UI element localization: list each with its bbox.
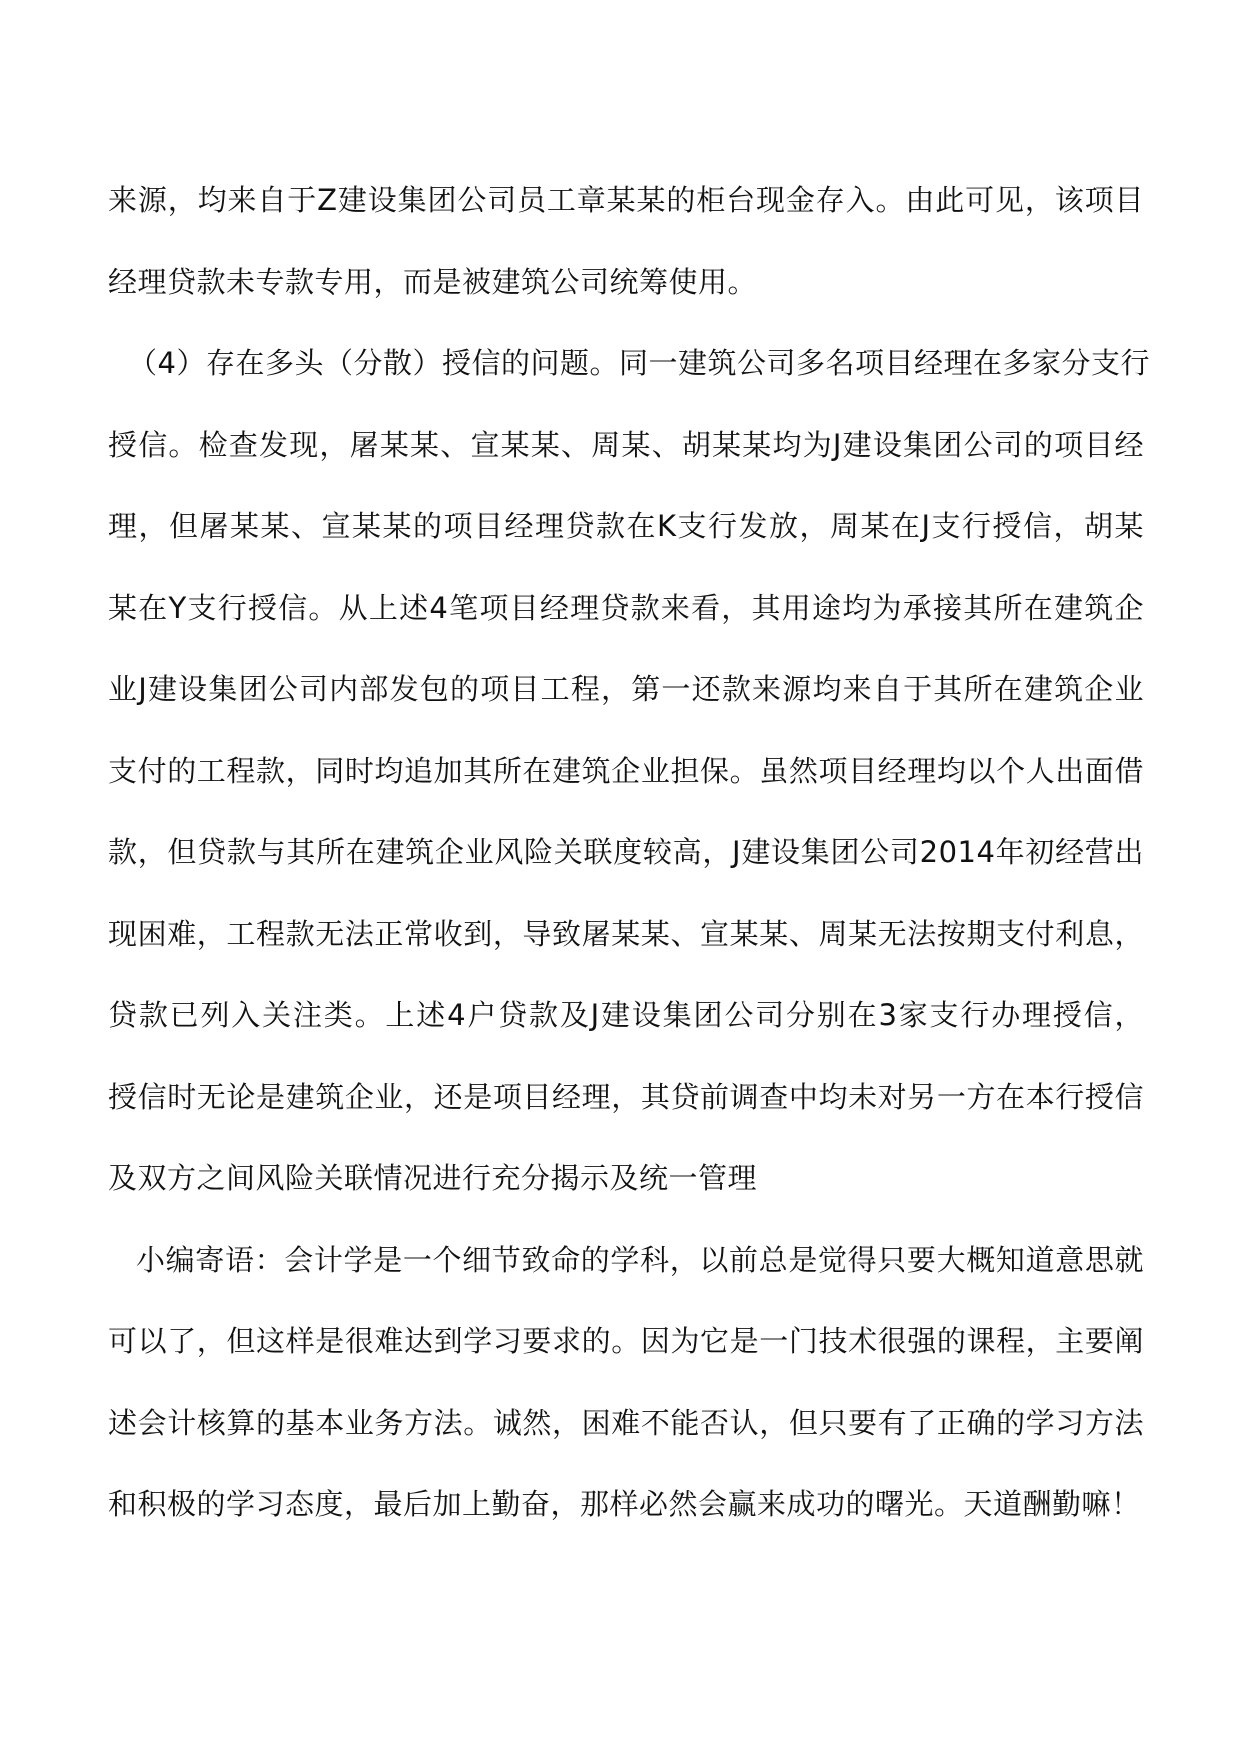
text-line: 支付的工程款，同时均追加其所在建筑企业担保。虽然项目经理均以个人出面借	[108, 753, 1144, 788]
text-line: 业J建设集团公司内部发包的项目工程，第一还款来源均来自于其所在建筑企业	[108, 672, 1144, 706]
paragraph-multiple-credit	[108, 323, 1150, 1220]
text-line: 理，但屠某某、宣某某的项目经理贷款在K支行发放，周某在J支行授信，胡某	[108, 509, 1144, 543]
text-line: 经理贷款未专款专用，而是被建筑公司统筹使用。	[108, 264, 758, 299]
text-line: 授信。检查发现，屠某某、宣某某、周某、胡某某均为J建设集团公司的项目经	[108, 427, 1144, 462]
text-line: 和积极的学习态度，最后加上勤奋，那样必然会赢来成功的曙光。天道酬勤嘛！	[108, 1487, 1141, 1521]
text-line: 及双方之间风险关联情况进行充分揭示及统一管理	[108, 1161, 758, 1195]
paragraph-credit-usage	[108, 160, 1144, 323]
text-line: 可以了，但这样是很难达到学习要求的。因为它是一门技术很强的课程，主要阐	[108, 1324, 1144, 1358]
text-line: 小编寄语：会计学是一个细节致命的学科，以前总是觉得只要大概知道意思就	[136, 1242, 1144, 1277]
text-line: 款，但贷款与其所在建筑企业风险关联度较高，J建设集团公司2014年初经营出	[108, 835, 1144, 869]
text-line: （4）存在多头（分散）授信的问题。同一建筑公司多名项目经理在多家分支行	[128, 346, 1150, 380]
text-line: 贷款已列入关注类。上述4户贷款及J建设集团公司分别在3家支行办理授信，	[108, 998, 1144, 1032]
text-line: 述会计核算的基本业务方法。诚然，困难不能否认，但只要有了正确的学习方法	[108, 1405, 1144, 1440]
paragraph-editor-note	[108, 1220, 1144, 1546]
text-line: 授信时无论是建筑企业，还是项目经理，其贷前调查中均未对另一方在本行授信	[108, 1079, 1144, 1114]
document-body	[108, 160, 1150, 1546]
text-line: 某在Y支行授信。从上述4笔项目经理贷款来看，其用途均为承接其所在建筑企	[108, 590, 1144, 625]
text-line: 来源，均来自于Z建设集团公司员工章某某的柜台现金存入。由此可见，该项目	[108, 183, 1144, 217]
text-line: 现困难，工程款无法正常收到，导致屠某某、宣某某、周某无法按期支付利息，	[108, 916, 1144, 951]
